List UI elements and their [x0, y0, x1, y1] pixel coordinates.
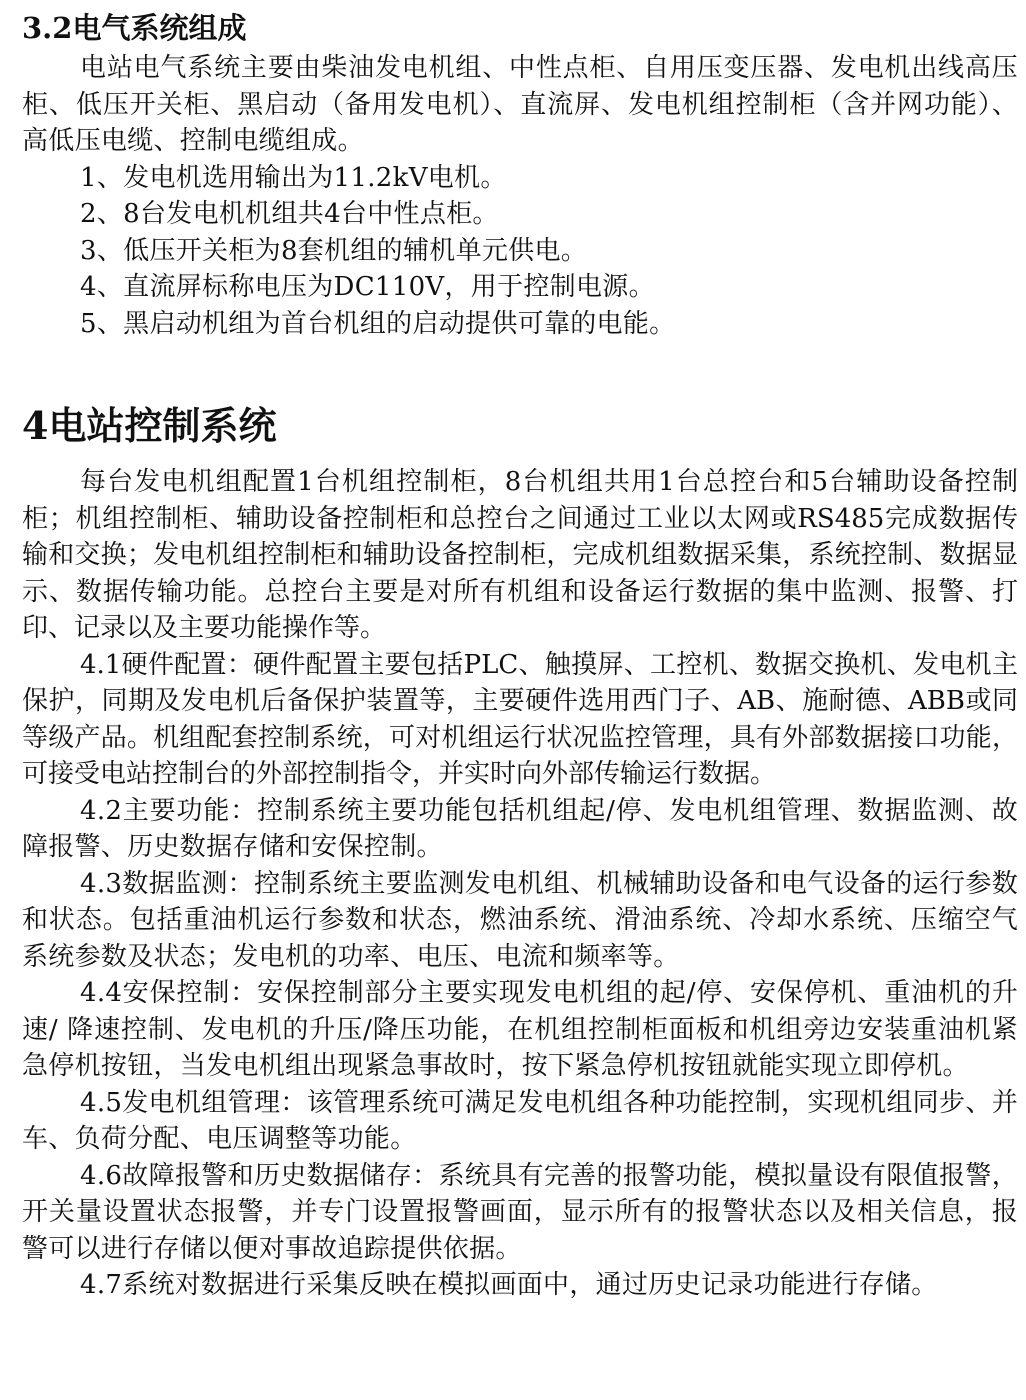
section-4-intro: 每台发电机组配置1台机组控制柜，8台机组共用1台总控台和5台辅助设备控制柜；机组控制柜、辅助设备控制柜和总控台之间通过工业以太网或RS485完成数据传输和交换；发电机组控制柜和辅助设备控制柜，完成机组数据采集，系统控制、数据显示、数据传输功能。总控台主要是对所有机组和设备运行数据的集中监测、报警、打印、记录以及主要功能操作等。: [22, 467, 1018, 643]
section-4-4-safety-control: 4.4安保控制：安保控制部分主要实现发电机组的起/停、安保停机、重油机的升速/ 降速控制、发电机的升压/降压功能，在机组控制柜面板和机组旁边安装重油机紧急停机按钮，当发电机组出现紧急事故时，按下紧急停机按钮就能实现立即停机。: [22, 978, 1018, 1081]
section-3-2-item-2: 2、8台发电机机组共4台中性点柜。: [80, 199, 499, 229]
section-3-2-heading: 3.2电气系统组成: [22, 11, 247, 45]
section-3-2-item-4: 4、直流屏标称电压为DC110V，用于控制电源。: [80, 272, 655, 302]
document-page: [22, 8, 1018, 1304]
section-3-2-item-3: 3、低压开关柜为8套机组的辅机单元供电。: [80, 235, 588, 266]
section-4-2-functions: 4.2主要功能：控制系统主要功能包括机组起/停、发电机组管理、数据监测、故障报警、历史数据存储和安保控制。: [22, 795, 1018, 862]
section-4-1-hardware: 4.1硬件配置：硬件配置主要包括PLC、触摸屏、工控机、数据交换机、发电机主 保护，同期及发电机后备保护装置等，主要硬件选用西门子、AB、施耐德、ABB或同等级产品。机组配套控制系统，可对机组运行状况监控管理，具有外部数据接口功能，可接受电站控制台的外部控制指令，并实时向外部传输运行数据。: [22, 649, 1018, 789]
section-gap: [22, 342, 1018, 400]
section-4-6-alarm-history: 4.6故障报警和历史数据储存：系统具有完善的报警功能，模拟量设有限值报警，开关量设置状态报警，并专门设置报警画面，显示所有的报警状态以及相关信息，报警可以进行存储以便对事故追踪提供依据。: [22, 1160, 1018, 1264]
section-4-5-genset-management: 4.5发电机组管理：该管理系统可满足发电机组各种功能控制，实现机组同步、并车、负荷分配、电压调整等功能。: [22, 1087, 1018, 1154]
section-3-2-intro: 电站电气系统主要由柴油发电机组、中性点柜、自用压变压器、发电机出线高压柜、低压开关柜、黑启动（备用发电机）、直流屏、发电机组控制柜（含并网功能）、高低压电缆、控制电缆组成。: [22, 53, 1018, 156]
section-4-heading: 4电站控制系统: [22, 403, 277, 448]
section-3-2-item-1: 1、发电机选用输出为11.2kV电机。: [80, 162, 507, 193]
section-4-3-monitoring: 4.3数据监测：控制系统主要监测发电机组、机械辅助设备和电气设备的运行参数 和状态。包括重油机运行参数和状态，燃油系统、滑油系统、冷却水系统、压缩空气系统参数及状态；发电机的功率、电压、电流和频率等。: [22, 868, 1018, 972]
section-3-2-item-5: 5、黑启动机组为首台机组的启动提供可靠的电能。: [80, 308, 676, 339]
section-4-7-data-acquisition: 4.7系统对数据进行采集反映在模拟画面中，通过历史记录功能进行存储。: [80, 1270, 938, 1300]
